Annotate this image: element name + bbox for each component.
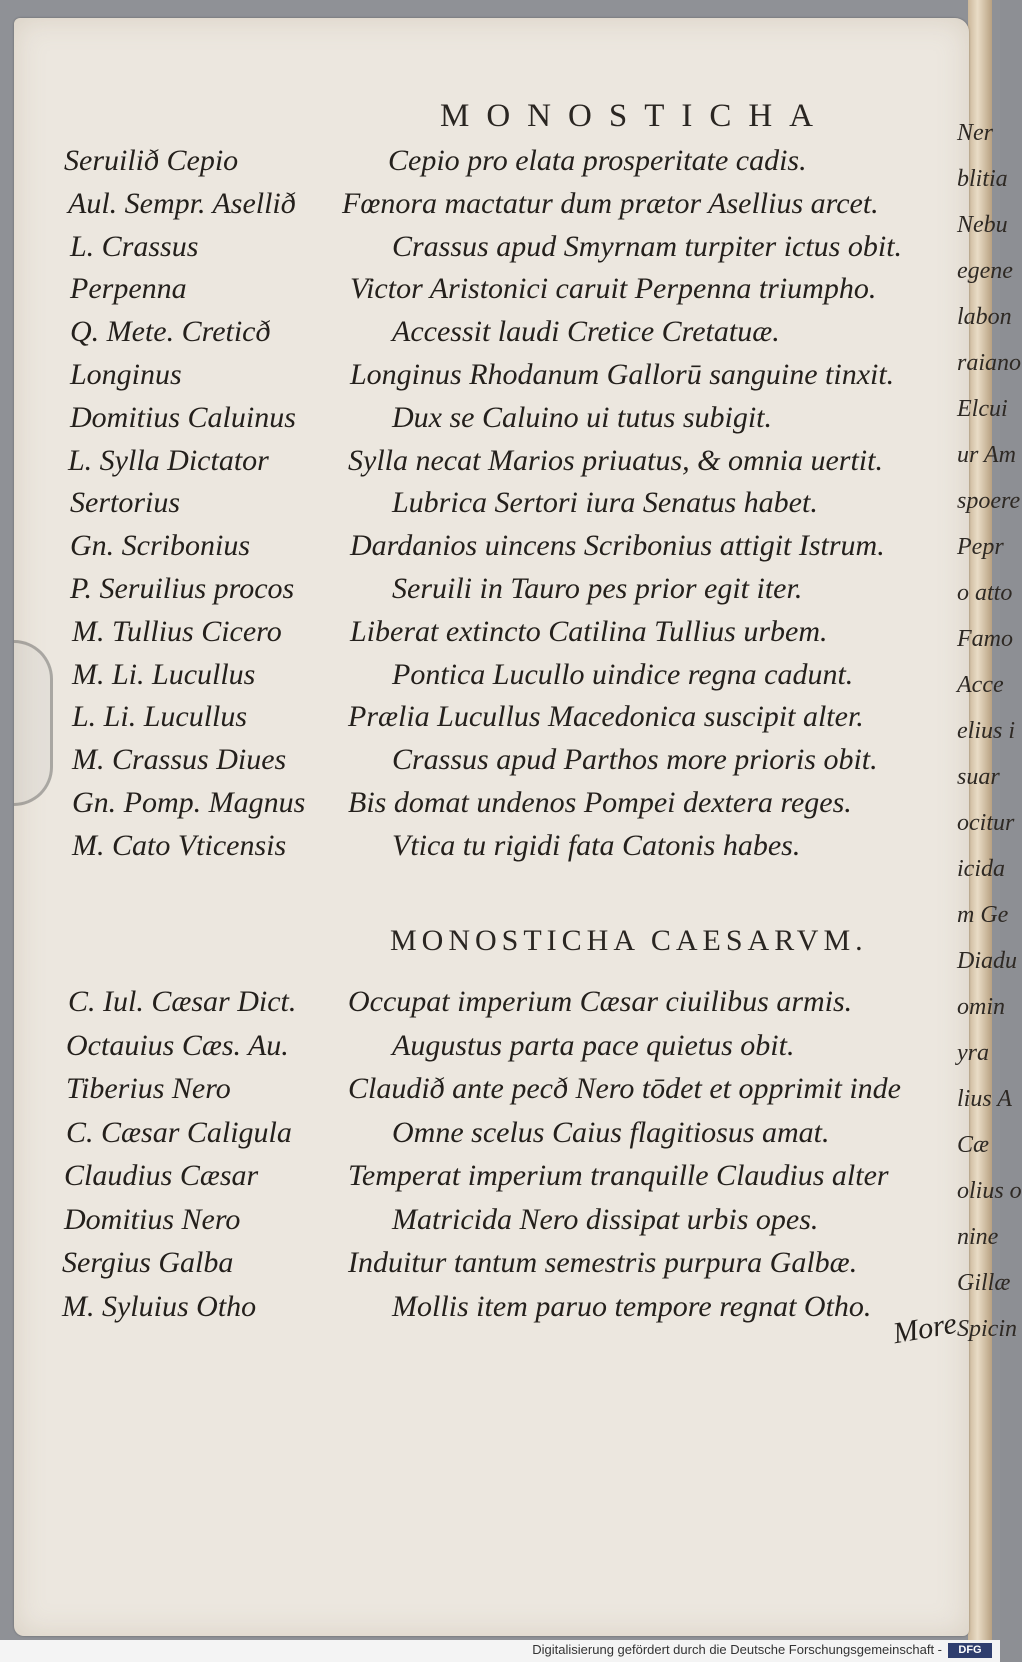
entry-row [0, 486, 960, 526]
margin-fragment: lius A [957, 1086, 1012, 1112]
margin-fragment: Pepr [957, 534, 1004, 560]
entry-row [0, 230, 960, 270]
margin-fragment: icida [957, 856, 1005, 882]
catchword: More [890, 1306, 960, 1351]
entry-name: Perpenna [70, 272, 187, 306]
margin-fragment: Acce [957, 672, 1004, 698]
entry-row [0, 1029, 960, 1069]
entry-verse: Sylla necat Marios priuatus, & omnia uertit. [348, 443, 883, 477]
entry-name: Domitius Nero [64, 1202, 241, 1236]
entry-name: Sertorius [70, 486, 181, 520]
margin-fragment: Cæ [957, 1132, 990, 1158]
footer-bar [0, 1640, 1000, 1662]
entry-name: Tiberius Nero [66, 1072, 231, 1105]
entry-row [0, 743, 960, 783]
entry-verse: Crassus apud Parthos more prioris obit. [392, 743, 878, 777]
margin-fragment: o atto [957, 580, 1013, 606]
adjacent-page-margin [955, 120, 1022, 1380]
entry-verse: Dux se Caluino ui tutus subigit. [392, 400, 773, 434]
entry-verse: Temperat imperium tranquille Claudius alter [348, 1159, 889, 1192]
entry-verse: Longinus Rhodanum Gallorū sanguine tinxit. [350, 358, 895, 391]
entry-name: C. Cæsar Caligula [66, 1115, 292, 1149]
margin-fragment: blitia [957, 166, 1008, 192]
entry-verse: Dardanios uincens Scribonius attigit Istrum. [350, 529, 885, 563]
entry-verse: Induitur tantum semestris purpura Galbæ. [348, 1246, 858, 1279]
margin-fragment: Spicin [957, 1316, 1017, 1342]
entry-name: P. Seruilius procos [70, 572, 295, 605]
margin-fragment: suar [957, 764, 1000, 790]
entry-name: Gn. Scribonius [70, 529, 250, 563]
entry-row [0, 144, 960, 184]
entry-name: Q. Mete. Creticð [70, 315, 271, 349]
entry-name: Seruilið Cepio [64, 144, 239, 177]
entry-row [0, 658, 960, 698]
entry-name: Domitius Caluinus [70, 400, 296, 434]
entry-row [0, 786, 960, 826]
margin-fragment: raiano [957, 350, 1022, 376]
entry-verse: Omne scelus Caius flagitiosus amat. [392, 1115, 830, 1149]
margin-fragment: Gillæ [957, 1270, 1011, 1296]
entry-name: M. Cato Vticensis [72, 828, 287, 862]
entry-name: M. Syluius Otho [62, 1289, 257, 1323]
margin-fragment: Diadu [957, 948, 1017, 974]
entry-verse: Seruili in Tauro pes prior egit iter. [392, 572, 803, 605]
entry-row [0, 985, 960, 1025]
entry-name: Longinus [70, 358, 182, 391]
entry-verse: Cepio pro elata prosperitate cadis. [388, 144, 807, 177]
margin-fragment: labon [957, 304, 1012, 330]
margin-fragment: egene [957, 258, 1013, 284]
entry-verse: Augustus parta pace quietus obit. [392, 1028, 795, 1062]
entry-verse: Mollis item paruo tempore regnat Otho. [392, 1289, 872, 1323]
entry-verse: Liberat extincto Catilina Tullius urbem. [350, 614, 828, 648]
entry-name: L. Li. Lucullus [72, 700, 248, 734]
dfg-logo: DFG [948, 1643, 992, 1658]
entry-row [0, 829, 960, 869]
margin-fragment: Nebu [957, 212, 1008, 238]
entry-name: L. Sylla Dictator [68, 443, 269, 477]
margin-fragment: Ner [957, 120, 993, 146]
entry-row [0, 529, 960, 569]
margin-fragment: olius o [957, 1178, 1022, 1204]
entry-verse: Accessit laudi Cretice Cretatuæ. [392, 315, 780, 349]
entry-name: C. Iul. Cæsar Dict. [68, 985, 297, 1018]
margin-fragment: omin [957, 994, 1005, 1020]
margin-fragment: nine [957, 1224, 999, 1250]
page-title: MONOSTICHA [440, 98, 831, 134]
entry-verse: Crassus apud Smyrnam turpiter ictus obit. [392, 229, 903, 263]
entry-name: Aul. Sempr. Asellið [68, 186, 296, 220]
entry-verse: Bis domat undenos Pompei dextera reges. [348, 786, 852, 819]
entry-row [0, 700, 960, 740]
entry-name: Claudius Cæsar [64, 1159, 259, 1192]
margin-fragment: Elcui [957, 396, 1008, 422]
entry-name: Octauius Cæs. Au. [66, 1028, 289, 1062]
entry-name: M. Li. Lucullus [72, 657, 256, 691]
entry-name: L. Crassus [70, 229, 199, 263]
entry-name: Sergius Galba [62, 1246, 234, 1279]
entry-name: M. Crassus Diues [72, 743, 287, 777]
entry-row [0, 315, 960, 355]
section-title-caesarum: MONOSTICHA CAESARVM. [390, 924, 868, 957]
margin-fragment: ocitur [957, 810, 1015, 836]
footer-credit: Digitalisierung gefördert durch die Deutsche Forschungsgemeinschaft - [532, 1642, 942, 1657]
entry-verse: Matricida Nero dissipat urbis opes. [392, 1202, 819, 1236]
entry-name: Gn. Pomp. Magnus [72, 786, 306, 819]
entry-row [0, 272, 960, 312]
entry-row [0, 1072, 960, 1112]
entry-verse: Pontica Lucullo uindice regna cadunt. [392, 657, 854, 691]
entry-verse: Prælia Lucullus Macedonica suscipit alter. [348, 700, 864, 734]
entry-verse: Vtica tu rigidi fata Catonis habes. [392, 828, 801, 862]
entry-row [0, 358, 960, 398]
entry-row [0, 187, 960, 227]
entry-verse: Occupat imperium Cæsar ciuilibus armis. [348, 985, 853, 1018]
entry-row [0, 444, 960, 484]
entry-verse: Victor Aristonici caruit Perpenna triumpho. [350, 272, 877, 306]
entry-row [0, 572, 960, 612]
margin-fragment: Famo [957, 626, 1013, 652]
margin-fragment: yra [957, 1040, 989, 1066]
entry-row [0, 1203, 960, 1243]
entry-row [0, 401, 960, 441]
margin-fragment: m Ge [957, 902, 1009, 928]
entry-name: M. Tullius Cicero [72, 614, 282, 648]
margin-fragment: elius i [957, 718, 1015, 744]
entry-verse: Lubrica Sertori iura Senatus habet. [392, 486, 818, 520]
entry-verse: Claudið ante pecð Nero tōdet et opprimit inde [348, 1072, 901, 1105]
entry-verse: Fœnora mactatur dum prætor Asellius arcet. [342, 186, 879, 220]
entry-row [0, 1159, 960, 1199]
entry-row [0, 1116, 960, 1156]
entry-row [0, 1246, 960, 1286]
margin-fragment: ur Am [957, 442, 1016, 468]
entry-row [0, 615, 960, 655]
entry-row [0, 1290, 960, 1330]
margin-fragment: spoere [957, 488, 1021, 514]
